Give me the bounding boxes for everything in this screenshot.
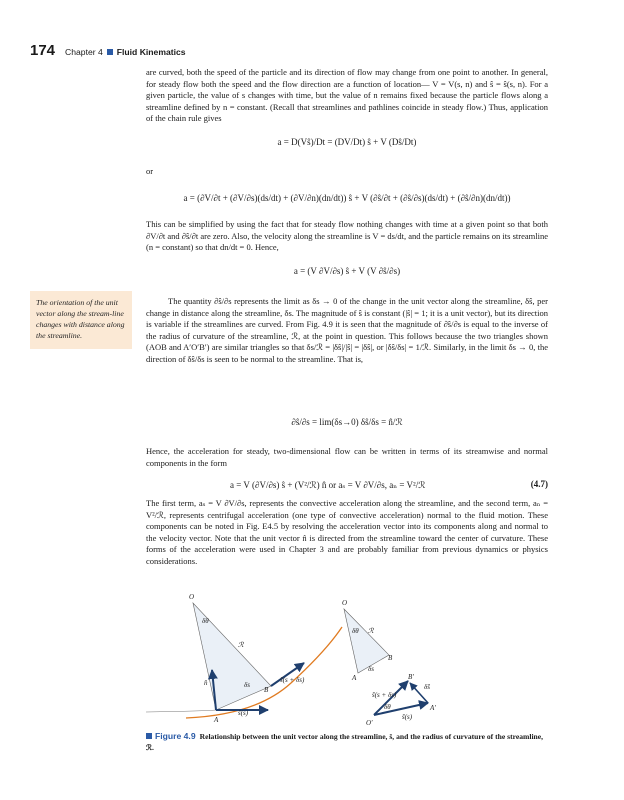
equation-4: ∂ŝ/∂s = lim(δs→0) δŝ/δs = n̂/ℛ	[291, 417, 403, 427]
equation-5: a = V (∂V/∂s) ŝ + (V²/ℛ) n̂ or aₛ = V ∂V/∂s, aₙ = V²/ℛ	[230, 480, 426, 490]
label-s-hat-s-prime: ŝ(s)	[402, 713, 413, 721]
figure-label: Figure 4.9	[155, 731, 196, 741]
label-B: B	[264, 686, 269, 694]
label-d-s-hat: δŝ	[424, 683, 430, 691]
chapter-label: Chapter 4	[65, 47, 103, 57]
equation-2: a = (∂V/∂t + (∂V/∂s)(ds/dt) + (∂V/∂n)(dn/dt)) ŝ + V (∂ŝ/∂t + (∂ŝ/∂s)(ds/dt) + (∂ŝ/∂n)(dn/dt))	[183, 193, 511, 203]
paragraph-4: Hence, the acceleration for steady, two-dimensional flow can be written in terms of its streamwise and normal components in the form	[146, 446, 548, 468]
label-O-prime: O′	[366, 719, 373, 727]
label-s-hat-s: ŝ(s)	[238, 709, 249, 717]
label-B-prime: B′	[408, 673, 414, 681]
streamline-lower	[146, 710, 216, 712]
label-n-hat: n̂	[204, 679, 208, 687]
label-A-prime: A′	[430, 704, 436, 712]
running-head	[65, 47, 186, 57]
chapter-title: Fluid Kinematics	[116, 47, 186, 57]
square-bullet-icon	[107, 49, 113, 55]
equation-number: (4.7)	[530, 479, 548, 489]
label-ds: δs	[244, 681, 250, 689]
figure-4-9	[146, 585, 546, 730]
label-dtheta: δθ	[202, 617, 209, 625]
page-header	[30, 42, 186, 58]
figure-caption	[146, 731, 546, 753]
equation-1: a = D(Vŝ)/Dt = (DV/Dt) ŝ + V (Dŝ/Dt)	[277, 137, 417, 147]
label-B-right: B	[388, 654, 393, 662]
margin-note: The orientation of the unit vector along the stream-line changes with distance along the streamline.	[30, 291, 132, 349]
paragraph-3: The quantity ∂ŝ/∂s represents the limit as δs → 0 of the change in the unit vector along the streamline, δŝ, per change in distance along the streamline, δs. The magnitude of ŝ is constant (|ŝ| = 1; it is a unit vector), but its direction is variable if the streamlines are curved. From Fig. 4.9 it is seen that the magnitude of ∂ŝ/∂s is equal to the inverse of the radius of curvature of the streamline, ℛ, at the point in question. This follows because the two triangles shown (AOB and A′O′B′) are similar triangles so that δs/ℛ = |δŝ|/|ŝ| = |δŝ|, or |δŝ/δs| = 1/ℛ. Similarly, in the limit δs → 0, the direction of δŝ/δs is seen to be normal to the streamline. That is,	[146, 296, 548, 364]
label-A: A	[214, 716, 219, 724]
equation-3: a = (V ∂V/∂s) ŝ + V (V ∂ŝ/∂s)	[293, 266, 401, 276]
paragraph-2: This can be simplified by using the fact that for steady flow nothing changes with time at a given point so that both ∂V/∂t and ∂ŝ/∂t are zero. Also, the velocity along the streamline is V = ds/dt, and the particle remains on its streamline (n = constant) so that dn/dt = 0. Hence,	[146, 219, 548, 253]
label-A-right: A	[352, 674, 357, 682]
triangle-right-top	[344, 609, 389, 673]
square-bullet-icon	[146, 733, 152, 739]
paragraph-5: The first term, aₛ = V ∂V/∂s, represents the convective acceleration along the streamline, and the second term, aₙ = V²/ℛ, represents centrifugal acceleration (one type of convective acceleration) normal to the fluid motion. These components can be noted in Fig. E4.5 by resolving the acceleration vector into its components along and normal to the velocity vector. Note that the unit vector n̂ is directed from the streamline toward the center of curvature. These forms of the acceleration were used in Chapter 3 and are probably familiar from previous dynamics or physics considerations.	[146, 498, 548, 566]
label-dtheta-prime: δθ	[384, 703, 391, 711]
label-R-right: ℛ	[368, 627, 374, 635]
label-R: ℛ	[238, 641, 244, 649]
label-dtheta-right: δθ	[352, 627, 359, 635]
or-label: or	[146, 166, 154, 176]
label-ds-right: δs	[368, 665, 374, 673]
figure-caption-text: Relationship between the unit vector along the streamline, ŝ, and the radius of curvature of the streamline, ℛ.	[146, 732, 544, 752]
label-s-hat-s-ds-prime: ŝ(s + δs)	[372, 691, 397, 699]
label-O-right: O	[342, 599, 348, 607]
label-O: O	[189, 593, 195, 601]
label-s-hat-s-ds: ŝ(s + δs)	[280, 676, 305, 684]
s-hat-s-prime	[374, 703, 428, 715]
page-number: 174	[30, 42, 56, 59]
paragraph-1: are curved, both the speed of the particle and its direction of flow may change from one point to another. In general, for steady flow both the speed and the flow direction are a function of location— V = V(s, n) and ŝ = ŝ(s, n). For a given particle, the value of s changes with time, but the value of n remains fixed because the particle flows along a streamline defined by n = constant. (Recall that streamlines and pathlines coincide in steady flow.) Thus, application of the chain rule gives	[146, 67, 548, 124]
